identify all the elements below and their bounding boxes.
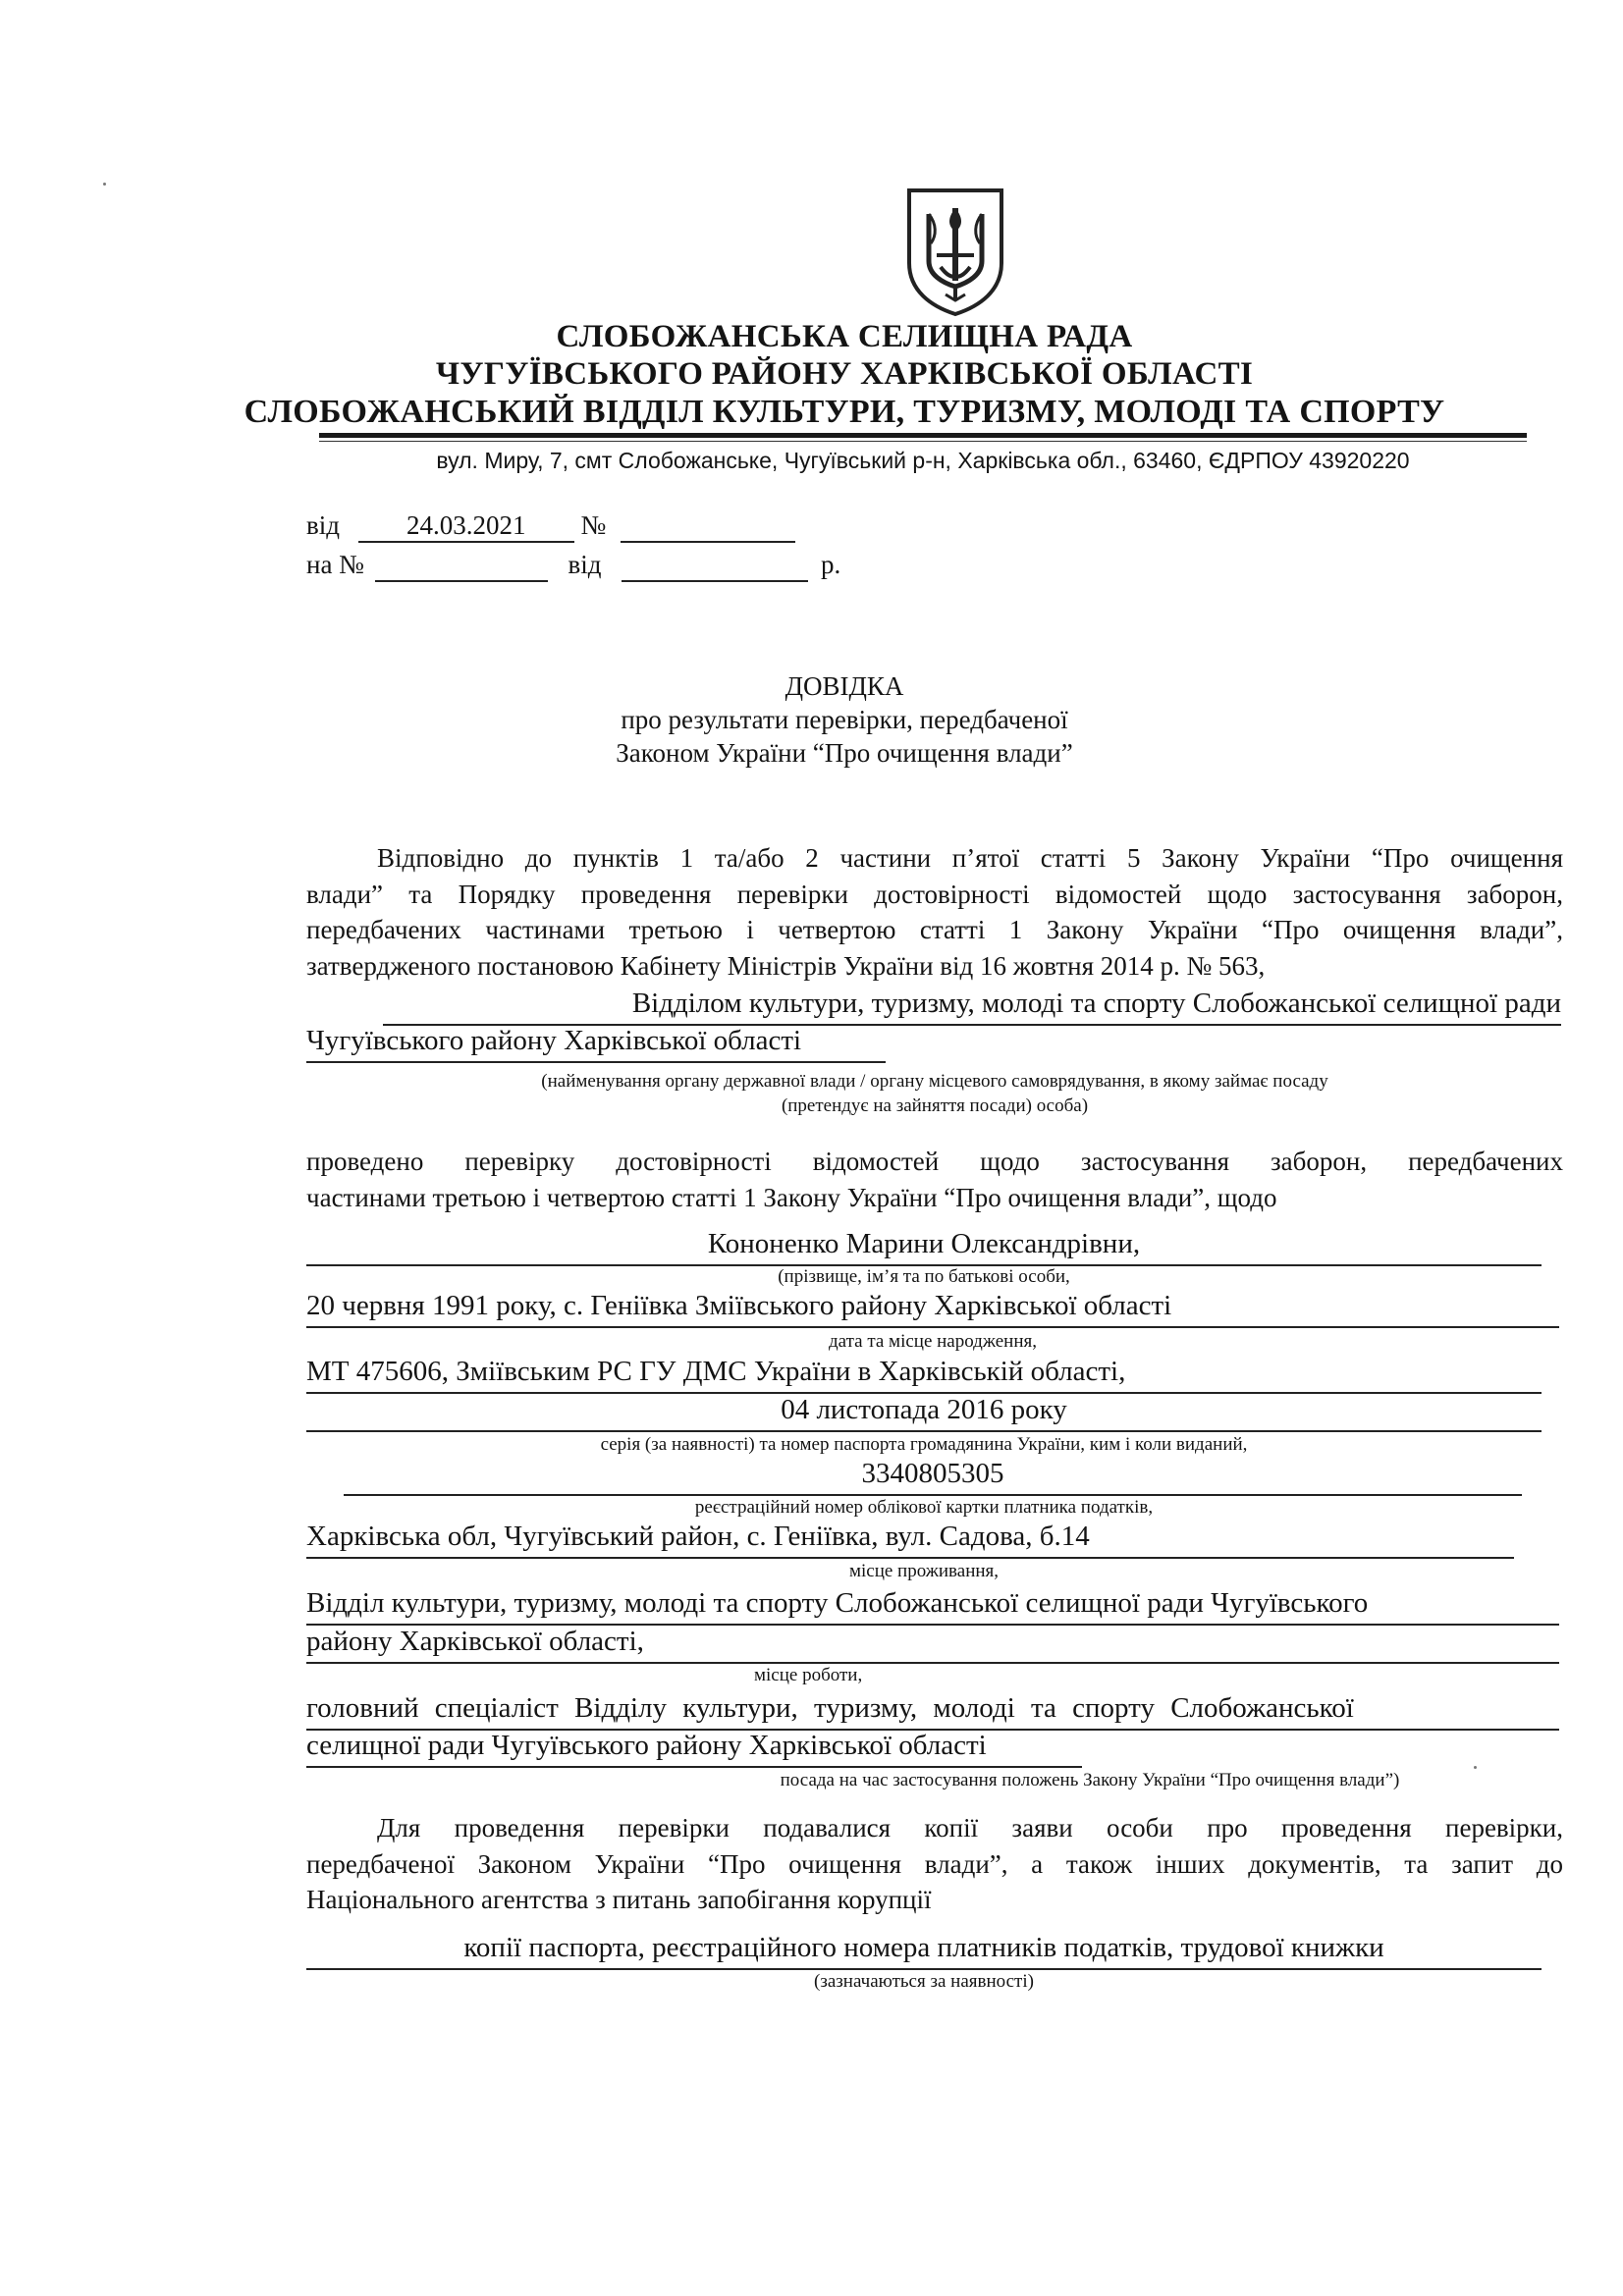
person-workplace-line-2: району Харківської області, — [306, 1623, 1559, 1664]
document-subtitle-2: Законом України “Про очищення влади” — [616, 738, 1073, 768]
org-name-line-1: СЛОБОЖАНСЬКА СЕЛИЩНА РАДА — [556, 319, 1133, 354]
person-passport-line-2: 04 листопада 2016 року — [306, 1391, 1542, 1432]
from-label: від — [306, 510, 340, 540]
incoming-registration — [306, 550, 840, 582]
intro-line-1: Відповідно до пунктів 1 та/або 2 частини п’ятої статті 5 Закону України “Про очищення — [377, 843, 1563, 873]
person-position-line-2: селищної ради Чугуївського району Харківської області — [306, 1727, 1082, 1768]
incoming-date-blank — [622, 550, 808, 582]
documents-list: копії паспорта, реєстраційного номера платників податків, трудової книжки — [306, 1929, 1542, 1970]
person-passport-line-1: МТ 475606, Зміївським РС ГУ ДМС України в Харківській області, — [306, 1353, 1542, 1394]
person-residence-caption: місце проживання, — [848, 1561, 1000, 1581]
year-suffix: р. — [820, 550, 841, 579]
org-address: вул. Миру, 7, смт Слобожанське, Чугуївський р-н, Харківська обл., 63460, ЄДРПОУ 43920220 — [436, 448, 1410, 473]
authority-line-2: Чугуївського району Харківської області — [306, 1022, 886, 1063]
re-number-label: на № — [306, 550, 364, 579]
number-label: № — [580, 510, 607, 540]
check-line-1: проведено перевірку достовірності відомостей щодо застосування заборон, передбачених — [306, 1147, 1563, 1176]
intro-line-3: передбачених частинами третьою і четвертою статті 1 Закону України “Про очищення влади”, — [306, 915, 1563, 944]
outgoing-registration — [306, 510, 795, 543]
documents-list-caption: (зазначаються за наявності) — [814, 1971, 1034, 1992]
header-divider — [319, 433, 1527, 438]
check-paragraph — [306, 1144, 1563, 1215]
org-name-line-3: СЛОБОЖАНСЬКИЙ ВІДДІЛ КУЛЬТУРИ, ТУРИЗМУ, МОЛОДІ ТА СПОРТУ — [243, 394, 1445, 430]
documents-line-2: передбаченої Законом України “Про очищення влади”, а також інших документів, та запит до — [306, 1848, 1563, 1879]
document-title: ДОВІДКА — [784, 671, 904, 701]
trident-coat-of-arms-icon — [901, 185, 1009, 318]
outgoing-date: 24.03.2021 — [358, 510, 574, 543]
incoming-number-blank — [375, 550, 548, 582]
person-full-name-caption: (прізвище, ім’я та по батькові особи, — [778, 1266, 1070, 1287]
person-workplace-line-1: Відділ культури, туризму, молоді та спорту Слобожанської селищної ради Чугуївського — [306, 1584, 1559, 1626]
intro-line-2: влади” та Порядку проведення перевірки достовірності відомостей щодо застосування заборон, — [306, 879, 1563, 909]
person-passport-caption: серія (за наявності) та номер паспорта громадянина України, ким і коли виданий, — [600, 1434, 1248, 1455]
outgoing-number-blank — [621, 510, 795, 543]
intro-line-4: затвердженого постановою Кабінету Міністрів України від 16 жовтня 2014 р. № 563, — [306, 950, 1266, 981]
person-birth: 20 червня 1991 року, с. Геніївка Зміївського району Харківської області — [306, 1287, 1559, 1328]
authority-caption-1: (найменування органу державної влади / органу місцевого самоврядування, в якому займає посаду — [541, 1071, 1328, 1092]
scan-speck — [1474, 1766, 1477, 1769]
re-from-label: від — [568, 550, 602, 579]
person-residence: Харківська обл, Чугуївський район, с. Геніївка, вул. Садова, б.14 — [306, 1518, 1514, 1559]
org-name-line-2: ЧУГУЇВСЬКОГО РАЙОНУ ХАРКІВСЬКОЇ ОБЛАСТІ — [435, 356, 1254, 392]
person-position-caption — [306, 1770, 1559, 1791]
scan-speck — [103, 183, 106, 186]
workplace-caption-text: місце роботи, — [754, 1665, 863, 1685]
header-divider-thin — [319, 441, 1527, 442]
documents-line-3: Національного агентства з питань запобігання корупції — [306, 1885, 932, 1914]
person-birth-caption: дата та місце народження, — [829, 1331, 1037, 1352]
documents-line-1: Для проведення перевірки подавалися копії заяви особи про проведення перевірки, — [377, 1813, 1563, 1842]
person-position-line-1: головний спеціаліст Відділу культури, туризму, молоді та спорту Слобожанської — [306, 1689, 1559, 1731]
document-subtitle-1: про результати перевірки, передбаченої — [621, 705, 1068, 734]
check-line-2: частинами третьою і четвертою статті 1 Закону України “Про очищення влади”, щодо — [306, 1182, 1277, 1212]
authority-caption-2: (претендує на зайняття посади) особа) — [781, 1095, 1089, 1116]
person-workplace-caption — [306, 1665, 1559, 1686]
intro-paragraph — [306, 840, 1563, 984]
authority-line-1: Відділом культури, туризму, молоді та спорту Слобожанської селищної ради — [383, 985, 1561, 1026]
person-tax-id: 3340805305 — [344, 1455, 1522, 1496]
person-full-name: Кононенко Марини Олександрівни, — [306, 1225, 1542, 1266]
position-caption-text: посада на час застосування положень Закону України “Про очищення влади”) — [780, 1770, 1400, 1790]
person-tax-id-caption: реєстраційний номер облікової картки платника податків, — [694, 1497, 1154, 1518]
documents-paragraph — [306, 1810, 1563, 1918]
